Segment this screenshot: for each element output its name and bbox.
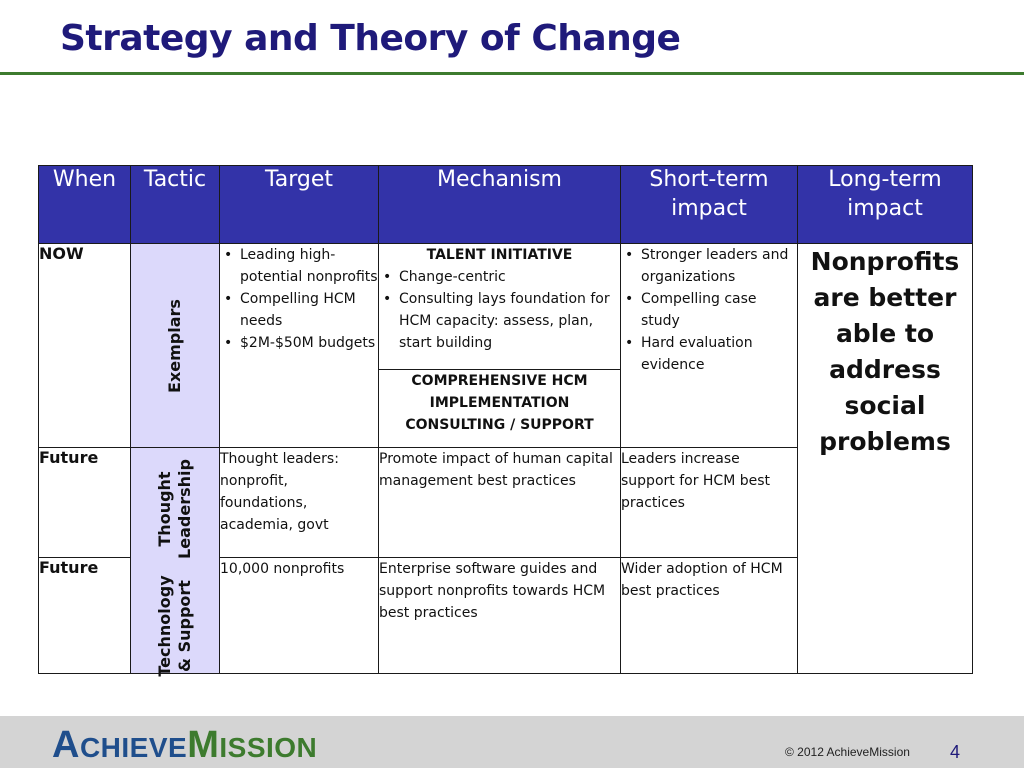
tactic-thought-leadership-label <box>155 459 195 559</box>
when-now: NOW <box>39 244 131 448</box>
short-term-future-2: Wider adoption of HCM best practices <box>621 558 798 674</box>
header-row <box>39 166 973 244</box>
mechanism-future-2: Enterprise software guides and support nonprofits towards HCM best practices <box>379 558 621 674</box>
target-now <box>220 244 379 448</box>
mechanism-comprehensive: COMPREHENSIVE HCM IMPLEMENTATION CONSULTING / SUPPORT <box>379 370 621 448</box>
slide-title: Strategy and Theory of Change <box>60 18 681 59</box>
list-item: • $2M-$50M budgets <box>220 332 378 354</box>
mechanism-future-1: Promote impact of human capital management best practices <box>379 448 621 558</box>
mechanism-talent-initiative <box>379 244 621 370</box>
tactic-leadership-line: Leadership <box>175 458 194 559</box>
list-item: • Compelling case study <box>621 288 797 332</box>
header-target: Target <box>220 166 379 244</box>
long-term-impact: Nonprofits are better able to address social problems <box>798 244 973 674</box>
tactic-support-line: & Support <box>175 579 194 672</box>
logo-letter-a: A <box>52 724 80 766</box>
strategy-table <box>38 165 973 677</box>
when-future-2: Future <box>39 558 131 674</box>
logo-ission: ISSION <box>219 732 318 763</box>
target-now-list <box>220 244 378 354</box>
header-when: When <box>39 166 131 244</box>
title-divider <box>0 72 1024 75</box>
list-item: • Compelling HCM needs <box>220 288 378 332</box>
tactic-exemplars <box>131 244 220 448</box>
tactic-technology-support-label <box>155 575 195 676</box>
row-now-top <box>39 244 973 370</box>
tactic-exemplars-label: Exemplars <box>165 298 184 393</box>
mechanism-now-list <box>379 266 620 354</box>
short-term-now <box>621 244 798 448</box>
header-long-term: Long-term impact <box>798 166 973 244</box>
target-future-2: 10,000 nonprofits <box>220 558 379 674</box>
mechanism-heading: TALENT INITIATIVE <box>426 247 573 263</box>
tactic-future <box>131 448 220 677</box>
logo-letter-m: M <box>187 724 220 766</box>
when-future-1: Future <box>39 448 131 558</box>
header-tactic: Tactic <box>131 166 220 244</box>
header-short-term: Short-term impact <box>621 166 798 244</box>
tactic-technology-line: Technology <box>155 575 174 677</box>
header-mechanism: Mechanism <box>379 166 621 244</box>
copyright-notice: © 2012 AchieveMission <box>785 745 910 759</box>
achievemission-logo <box>52 724 317 767</box>
logo-chieve: CHIEVE <box>79 732 188 763</box>
tactic-thought-line: Thought <box>155 471 174 547</box>
target-future-1: Thought leaders: nonprofit, foundations, academia, govt <box>220 448 379 558</box>
list-item: • Hard evaluation evidence <box>621 332 797 376</box>
page-number: 4 <box>950 742 961 762</box>
list-item: • Leading high-potential nonprofits <box>220 244 378 288</box>
short-term-future-1: Leaders increase support for HCM best practices <box>621 448 798 558</box>
list-item: • Stronger leaders and organizations <box>621 244 797 288</box>
short-term-now-list <box>621 244 797 376</box>
list-item: • Change-centric <box>379 266 620 288</box>
list-item: • Consulting lays foundation for HCM capacity: assess, plan, start building <box>379 288 620 354</box>
